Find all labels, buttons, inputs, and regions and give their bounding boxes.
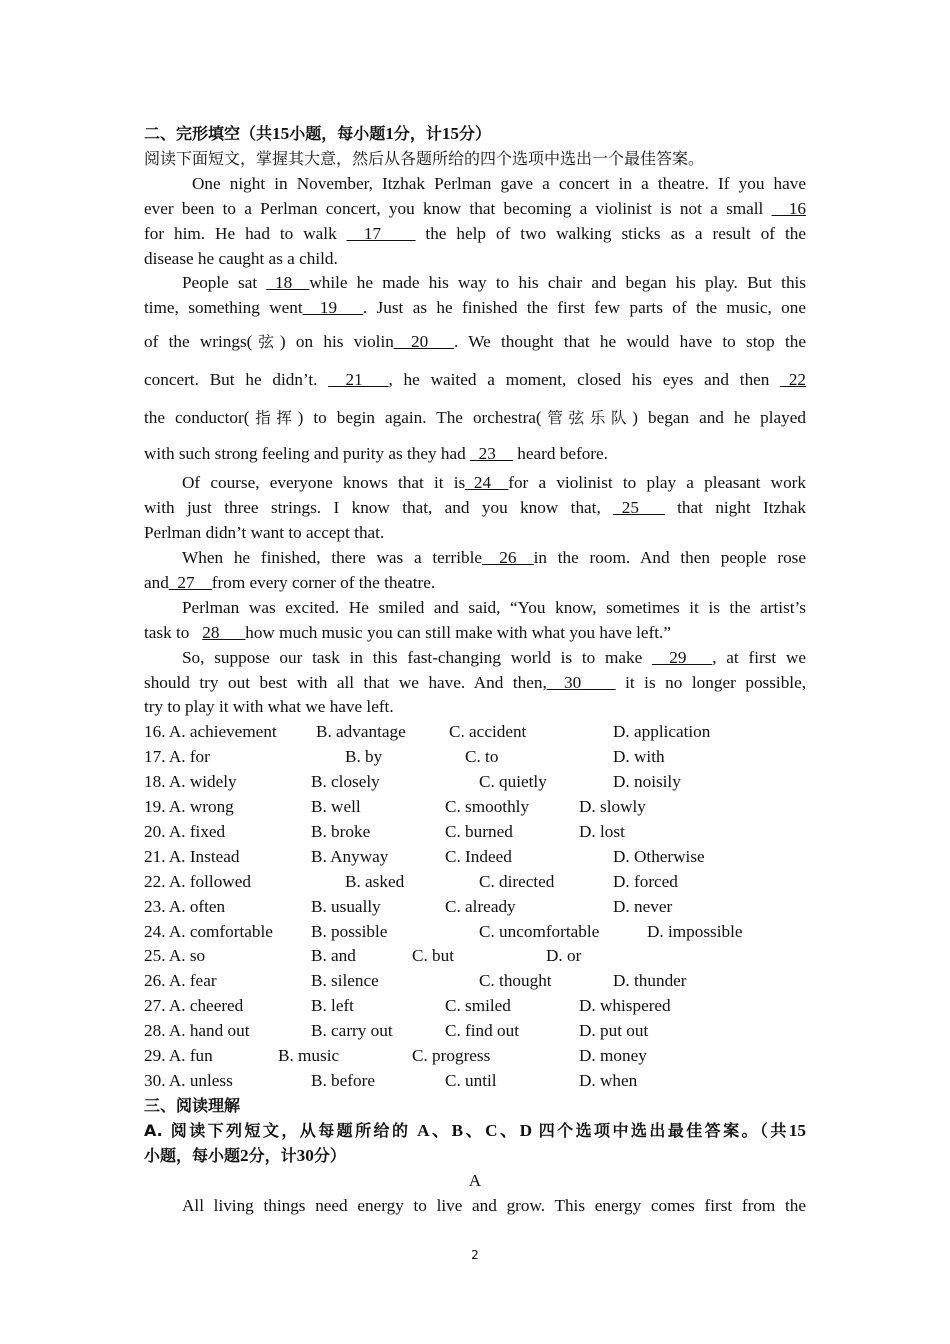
blank-20: __20___: [393, 332, 454, 352]
option-row: 24. A. comfortable B. possible C. uncomfortable D. impossible: [144, 921, 743, 941]
passage-line: Perlman was excited. He smiled and said, “You know, sometimes it is the artist’s: [182, 597, 806, 617]
blank-29: __29___: [652, 647, 713, 667]
passage-line: of the wrings(弦) on his violin__20___. We thought that he would have to stop the: [144, 332, 806, 352]
option-row: 27. A. cheered B. left C. smiled D. whispered: [144, 996, 671, 1016]
option-row: 26. A. fear B. silence C. thought D. thunder: [144, 971, 687, 991]
passage-line: So, suppose our task in this fast-changing world is to make __29___, at first we: [182, 647, 807, 667]
section3-title: 三、阅读理解: [144, 1095, 241, 1115]
passage-line: with just three strings. I know that, and you know that, _25___ that night Itzhak: [144, 498, 806, 518]
option-row: 18. A. widely B. closely C. quietly D. noisily: [144, 772, 681, 792]
passage-a-line: All living things need energy to live and grow. This energy comes first from the: [182, 1195, 806, 1215]
option-row: 25. A. so B. and C. but D. or: [144, 946, 582, 966]
blank-19: __19___: [302, 298, 363, 318]
passage-line: and_27__from every corner of the theatre.: [144, 572, 436, 592]
section2-title: 二、完形填空（共15小题，每小题1分，计15分）: [144, 124, 492, 143]
option-row: 28. A. hand out B. carry out C. find out D. put out: [144, 1021, 649, 1041]
passage-line: with such strong feeling and purity as they had _23__ heard before.: [144, 444, 608, 464]
blank-27: _27__: [168, 572, 212, 592]
option-row: 19. A. wrong B. well C. smoothly D. slowly: [144, 797, 646, 817]
passage-line: the conductor(指挥) to begin again. The orchestra(管弦乐队) began and he played: [144, 408, 806, 428]
blank-24: _24__: [465, 473, 509, 493]
blank-23: _23__: [470, 444, 513, 464]
option-row: 17. A. for B. by C. to D. with: [144, 747, 665, 767]
page-number: 2: [471, 1248, 479, 1262]
blank-26: __26__: [482, 547, 534, 567]
blank-18: _18__: [266, 273, 310, 293]
passage-line: Perlman didn’t want to accept that.: [144, 523, 385, 543]
blank-17: __17____: [346, 223, 416, 243]
blank-21: __21___: [328, 370, 389, 390]
section3-subtitle: A. 阅读下列短文，从每题所给的 A、B、C、D 四个选项中选出最佳答案。（共15: [144, 1120, 806, 1140]
option-row: 16. A. achievement B. advantage C. accident D. application: [144, 722, 711, 742]
blank-30: __30____: [546, 672, 616, 692]
option-row: 21. A. Instead B. Anyway C. Indeed D. Otherwise: [144, 846, 705, 866]
passage-line: concert. But he didn’t. __21___, he waited a moment, closed his eyes and then _22: [144, 370, 806, 390]
passage-line: for him. He had to walk __17____ the help of two walking sticks as a result of the: [144, 223, 806, 243]
passage-line: try to play it with what we have left.: [144, 697, 394, 717]
section3-subtitle-cont: 小题，每小题2分，计30分）: [144, 1145, 346, 1165]
passage-line: One night in November, Itzhak Perlman gave a concert in a theatre. If you have: [192, 173, 806, 193]
passage-line: time, something went__19___. Just as he finished the first few parts of the music, one: [144, 298, 806, 318]
blank-22: _22: [780, 370, 806, 390]
blank-28: 28___: [202, 622, 246, 642]
blank-25: _25___: [613, 498, 665, 518]
passage-line: Of course, everyone knows that it is_24__for a violinist to play a pleasant work: [182, 473, 806, 493]
passage-line: disease he caught as a child.: [144, 248, 338, 268]
option-row: 20. A. fixed B. broke C. burned D. lost: [144, 821, 625, 841]
option-row: 29. A. fun B. music C. progress D. money: [144, 1046, 647, 1066]
passage-line: should try out best with all that we have. And then,__30____ it is no longer possible,: [144, 672, 806, 692]
passage-line: task to 28___how much music you can still make with what you have left.”: [144, 622, 671, 642]
section2-instruction: 阅读下面短文，掌握其大意，然后从各题所给的四个选项中选出一个最佳答案。: [144, 148, 705, 168]
page-content: [144, 122, 806, 1218]
passage-label: A: [468, 1170, 482, 1190]
option-row: 30. A. unless B. before C. until D. when: [144, 1071, 638, 1090]
passage-line: ever been to a Perlman concert, you know that becoming a violinist is not a small __16: [144, 198, 806, 218]
passage-line: People sat _18__while he made his way to his chair and began his play. But this: [182, 273, 806, 293]
option-row: 23. A. often B. usually C. already D. never: [144, 896, 673, 916]
passage-line: When he finished, there was a terrible__26__in the room. And then people rose: [182, 547, 806, 567]
blank-16: __16: [771, 198, 806, 218]
option-row: 22. A. followed B. asked C. directed D. forced: [144, 871, 678, 891]
